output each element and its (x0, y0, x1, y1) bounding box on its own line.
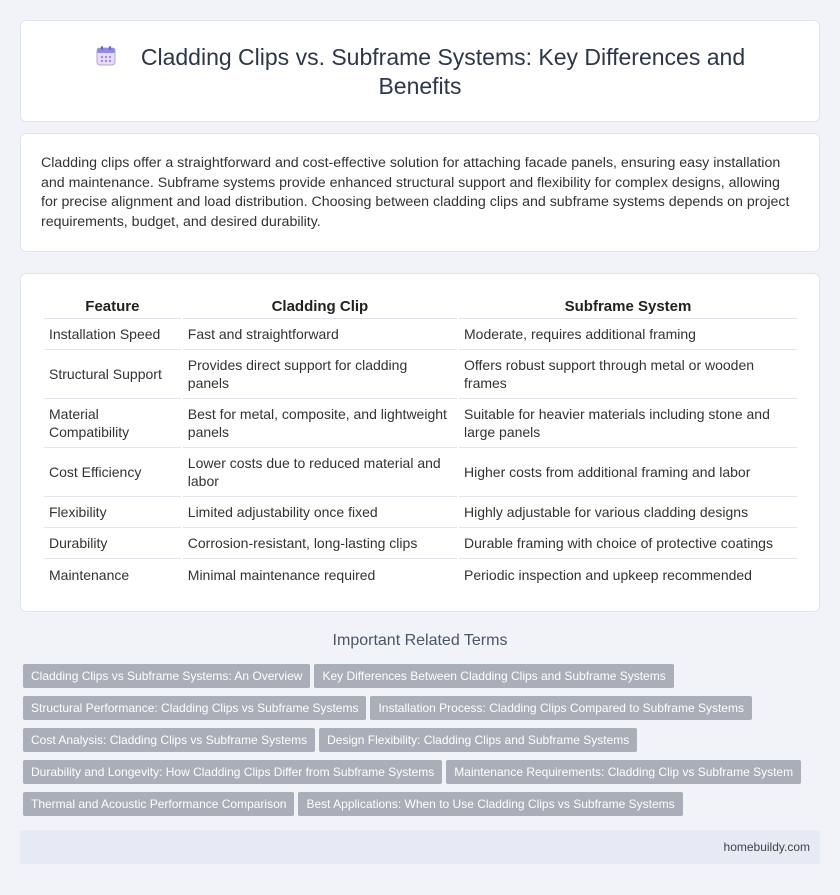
related-term-tag[interactable]: Cladding Clips vs Subframe Systems: An Overview (23, 664, 310, 688)
table-row (44, 448, 797, 497)
related-term-tag[interactable]: Key Differences Between Cladding Clips and Subframe Systems (314, 664, 673, 688)
table-cell-subframe-system: Offers robust support through metal or wooden frames (459, 350, 797, 399)
calendar-icon (95, 45, 117, 67)
related-term-tag[interactable]: Maintenance Requirements: Cladding Clip vs Subframe System (446, 760, 801, 784)
table-cell-subframe-system: Suitable for heavier materials including stone and large panels (459, 399, 797, 448)
table-cell-cladding-clip: Best for metal, composite, and lightweight panels (183, 399, 457, 448)
table-cell-subframe-system: Durable framing with choice of protective coatings (459, 528, 797, 559)
tag-row (23, 792, 813, 824)
table-row (44, 350, 797, 399)
table-header-row (44, 295, 797, 319)
tag-row (23, 664, 813, 696)
table-cell-feature: Cost Efficiency (44, 448, 181, 497)
page-title: Cladding Clips vs. Subframe Systems: Key Differences and Benefits (140, 44, 746, 99)
related-term-tag[interactable]: Cost Analysis: Cladding Clips vs Subframe Systems (23, 728, 315, 752)
tag-row (23, 696, 813, 728)
comparison-table (42, 295, 799, 590)
table-cell-cladding-clip: Minimal maintenance required (187, 566, 376, 583)
table-cell-cladding-clip: Limited adjustability once fixed (183, 497, 457, 528)
table-row (44, 399, 797, 448)
related-term-tag[interactable]: Thermal and Acoustic Performance Comparison (23, 792, 294, 816)
table-row (44, 497, 797, 528)
tag-row (23, 760, 813, 792)
related-term-tag[interactable]: Best Applications: When to Use Cladding Clips vs Subframe Systems (298, 792, 682, 816)
table-cell-subframe-system: Moderate, requires additional framing (459, 319, 797, 350)
table-cell-cladding-clip: Provides direct support for cladding panels (183, 350, 457, 399)
table-cell-feature: Durability (44, 528, 181, 559)
related-term-tag[interactable]: Durability and Longevity: How Cladding Clips Differ from Subframe Systems (23, 760, 442, 784)
table-cell-feature: Flexibility (44, 497, 181, 528)
related-term-tag[interactable]: Structural Performance: Cladding Clips vs Subframe Systems (23, 696, 366, 720)
footer-site-link[interactable]: homebuildy.com (723, 840, 810, 854)
table-header-feature: Feature (44, 295, 181, 319)
title-card (20, 20, 820, 122)
intro-paragraph: Cladding clips offer a straightforward and cost-effective solution for attaching facade panels, ensuring easy installation and maintenance. Subframe systems provide enhanced structural support and flexibility for complex designs, allowing for precise alignment and load distribution. Choosing between cladding clips and subframe systems depends on project requirements, budget, and desired durability. (41, 155, 790, 230)
table-cell-subframe-system: Higher costs from additional framing and labor (459, 448, 797, 497)
table-row (44, 528, 797, 559)
table-row (44, 319, 797, 350)
related-terms-heading: Important Related Terms (332, 632, 508, 649)
table-cell-subframe-system: Periodic inspection and upkeep recommended (464, 566, 752, 583)
table-cell-feature: Maintenance (49, 566, 130, 583)
table-cell-cladding-clip: Fast and straightforward (183, 319, 457, 350)
table-row (44, 559, 797, 590)
footer (20, 830, 820, 864)
related-term-tag[interactable]: Design Flexibility: Cladding Clips and Subframe Systems (319, 728, 637, 752)
page-title-wrapper (61, 43, 779, 101)
table-header-subframe-system: Subframe System (459, 295, 797, 319)
related-terms-tags (23, 664, 813, 824)
table-cell-subframe-system: Highly adjustable for various cladding designs (459, 497, 797, 528)
table-cell-cladding-clip: Lower costs due to reduced material and labor (183, 448, 457, 497)
tag-row (23, 728, 813, 760)
table-cell-feature: Installation Speed (44, 319, 181, 350)
table-header-cladding-clip: Cladding Clip (183, 295, 457, 319)
intro-card (20, 133, 820, 252)
table-cell-feature: Material Compatibility (44, 399, 181, 448)
table-cell-feature: Structural Support (44, 350, 181, 399)
table-cell-cladding-clip: Corrosion-resistant, long-lasting clips (183, 528, 457, 559)
comparison-table-card (20, 273, 820, 612)
related-term-tag[interactable]: Installation Process: Cladding Clips Compared to Subframe Systems (370, 696, 752, 720)
